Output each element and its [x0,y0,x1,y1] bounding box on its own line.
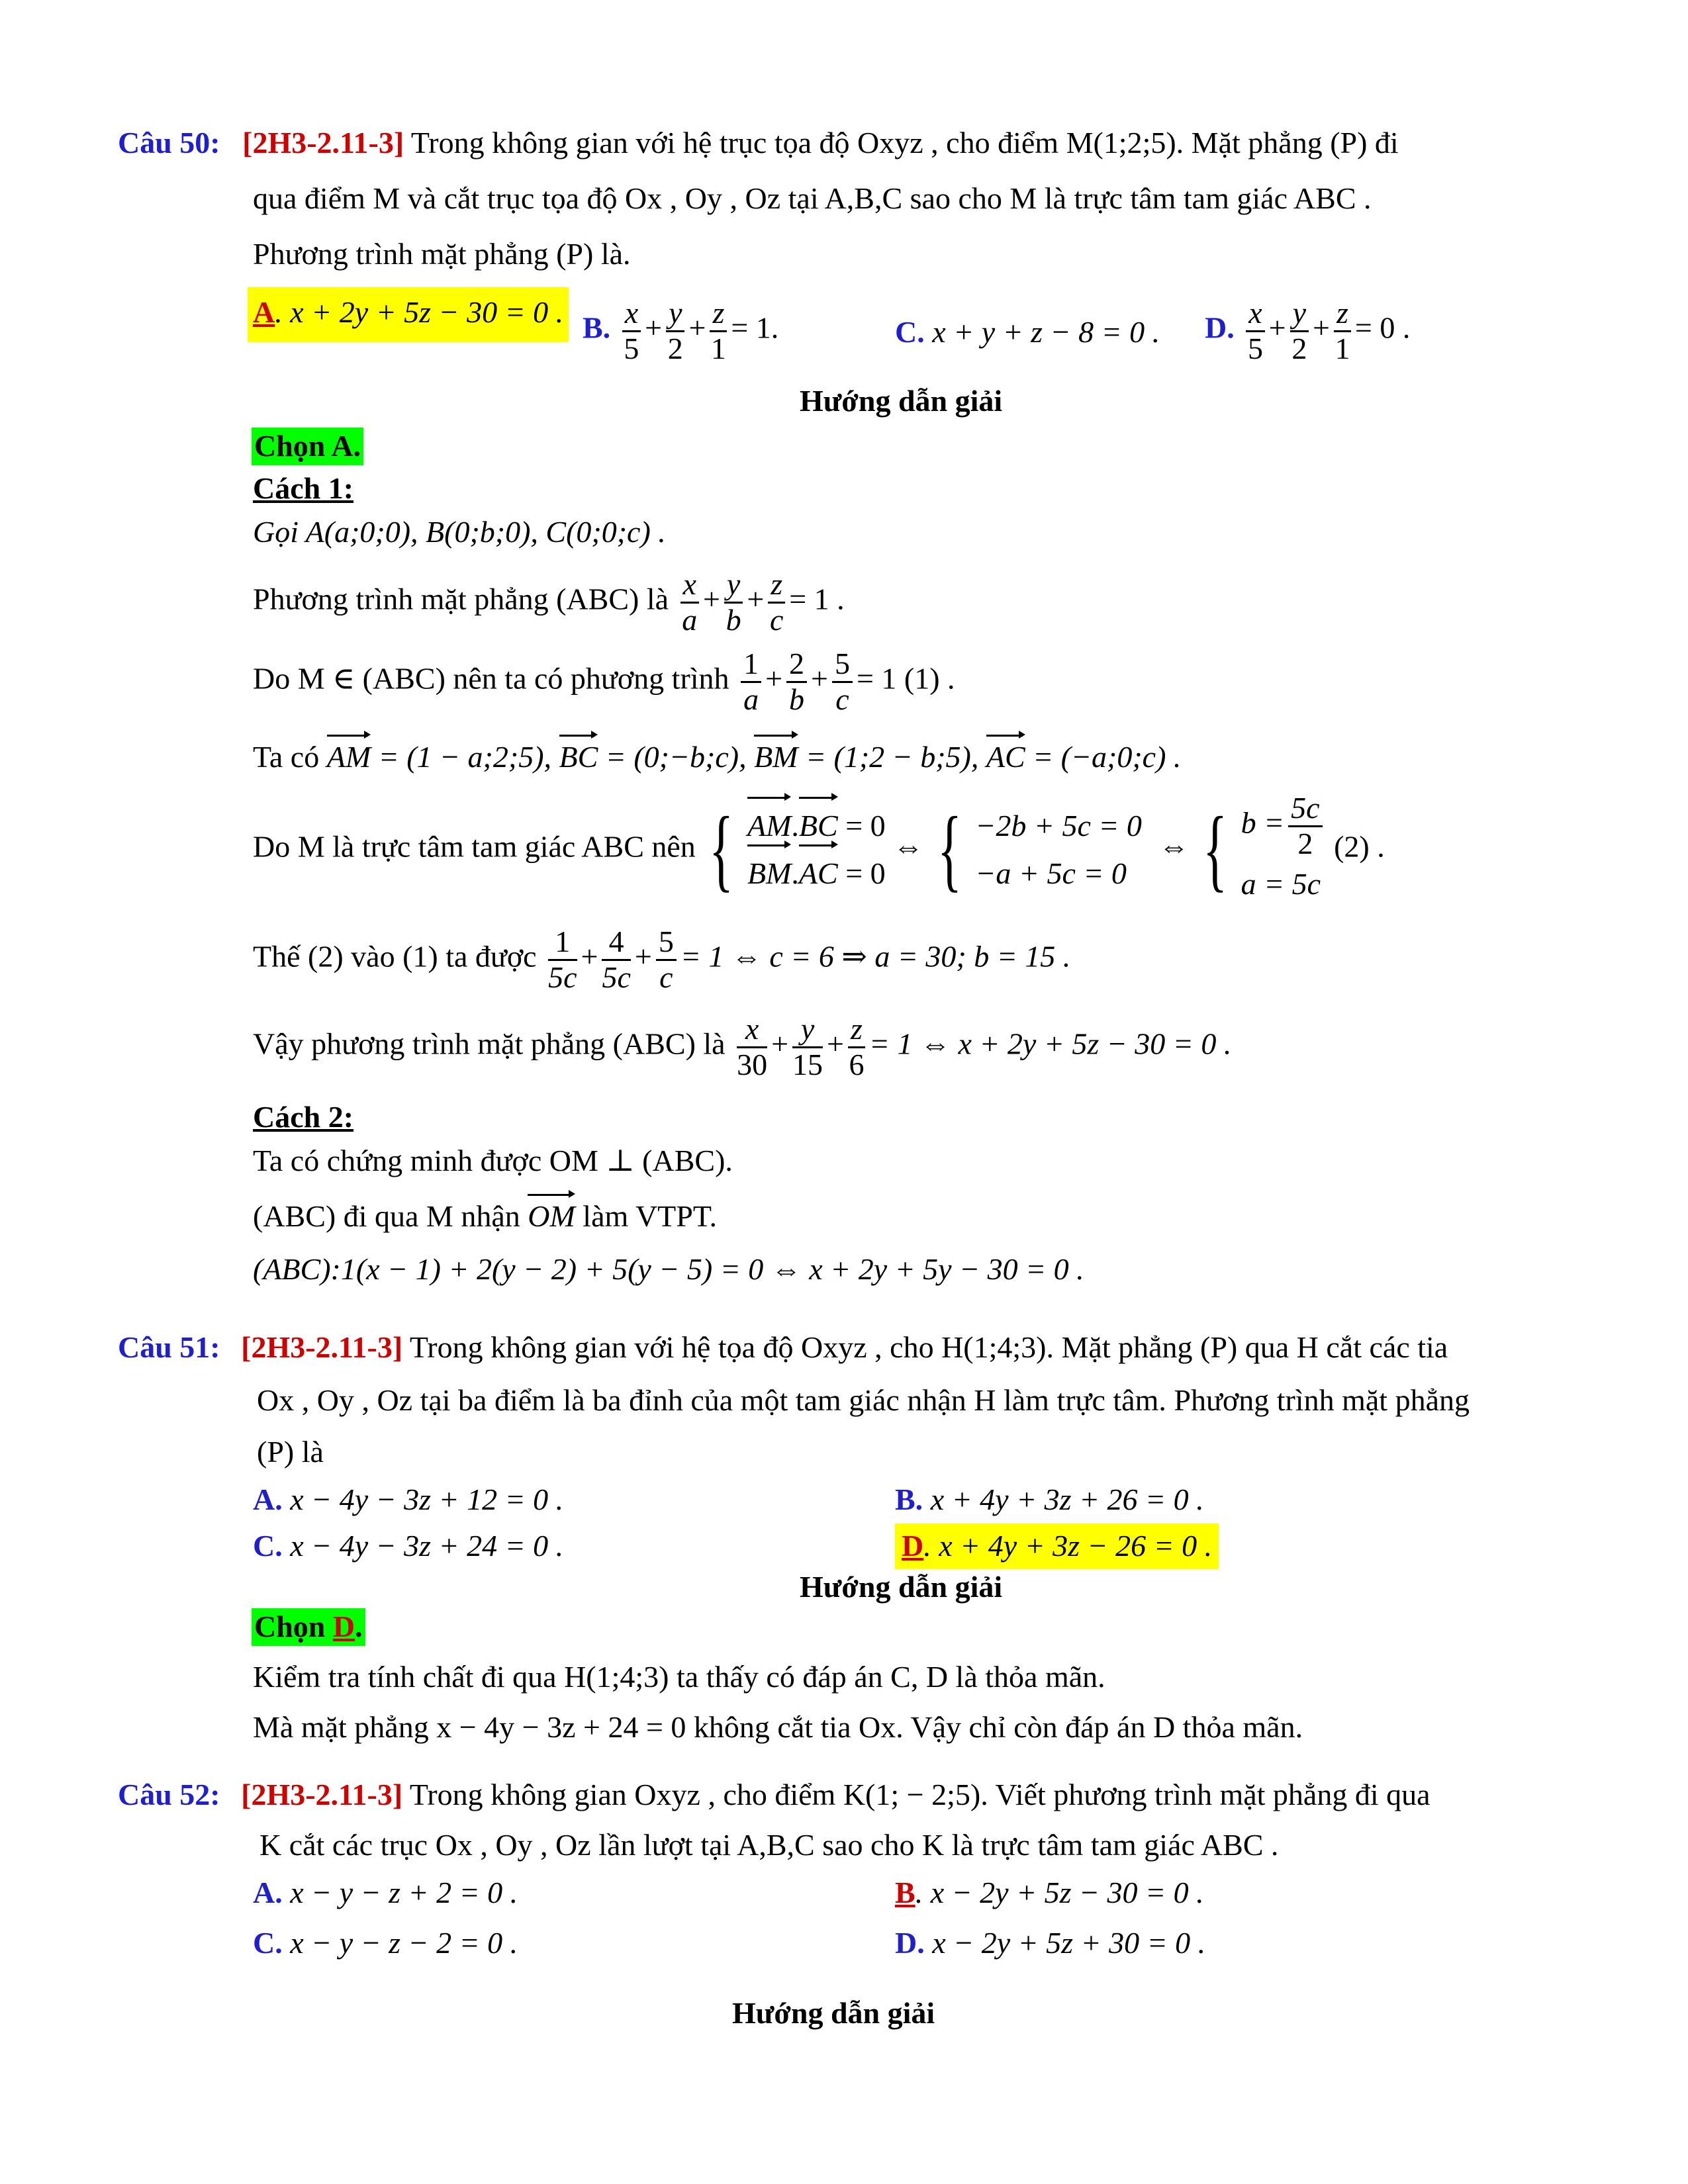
option-letter: C. [895,315,925,349]
option-text: . x + 2y + 5z − 30 = 0 . [275,295,564,329]
option-text: . x − 2y + 5z − 30 = 0 . [915,1876,1204,1909]
chosen-answer: Chọn D. [252,1608,365,1646]
fraction: $\frac{z}{1}$ [710,296,726,365]
solution-line: Vậy phương trình mặt phẳng (ABC) là $\frac{x}{30}$ + $\frac{y}{15}$ + $\frac{z}{6}$ = 1 ⇔ x + 2y + 5z − 30 = 0 . [253,1012,1232,1081]
solution-title: Hướng dẫn giải [732,1996,935,2030]
vector-bm: BM [754,740,798,774]
method-heading: Cách 1: [253,471,354,505]
question-label: Câu 50: [118,126,220,159]
q51-line1 [118,1330,1448,1365]
option-letter: D. [895,1926,925,1960]
solution-line: Gọi A(a;0;0), B(0;b;0), C(0;0;c) . [253,515,666,549]
option-text: x + 4y + 3z + 26 = 0 . [930,1482,1204,1516]
fraction: $\frac{x}{5}$ [1246,296,1264,365]
option-text: = 1. [731,310,779,345]
option-letter: D. [1205,310,1235,345]
question-text: Trong không gian với hệ trục tọa độ Oxyz , cho điểm M(1;2;5). Mặt phẳng (P) đi [410,126,1399,159]
fraction: $\frac{x}{5}$ [622,296,641,365]
option-text: x − y − z − 2 = 0 . [290,1926,518,1960]
option-text: x − 4y − 3z + 12 = 0 . [290,1482,564,1516]
option-letter: B [895,1876,915,1909]
q52-line2: K cắt các trục Ox , Oy , Oz lần lượt tại A,B,C sao cho K là trực tâm tam giác ABC . [259,1828,1279,1862]
option-letter: B. [583,310,611,345]
question-text: Trong không gian với hệ tọa độ Oxyz , cho H(1;4;3). Mặt phẳng (P) qua H cắt các tia [409,1330,1448,1364]
solution-line: Mà mặt phẳng x − 4y − 3z + 24 = 0 không cắt tia Ox. Vậy chỉ còn đáp án D thỏa mãn. [253,1710,1303,1744]
method-heading: Cách 2: [253,1100,354,1134]
question-text: Trong không gian Oxyz , cho điểm K(1; − 2;5). Viết phương trình mặt phẳng đi qua [409,1778,1430,1811]
q50-line1 [118,126,1399,161]
option-letter: A. [253,1482,283,1516]
option-text: = 0 . [1354,310,1411,345]
q50-option-b[interactable]: B. $\frac{x}{5}$ + $\frac{y}{2}$ + $\frac{z}{1}$ = 1. [583,296,779,365]
solution-system: Do M là trực tâm tam giác ABC nên { AM.BC = 0 BM.AC = 0 ⇔ { −2b + 5c = 0 −a + 5c = 0 ⇔ { b = $\frac{5c}{2}$ a = 5c (2) . [253,791,1385,901]
q50-line3: Phương trình mặt phẳng (P) là. [253,237,631,271]
fraction: $\frac{y}{2}$ [1290,296,1309,365]
fraction: $\frac{z}{1}$ [1335,296,1350,365]
option-letter: C. [253,1926,283,1960]
question-code: [2H3-2.11-3] [241,1330,403,1364]
q51-line2: Ox , Oy , Oz tại ba điểm là ba đỉnh của một tam giác nhận H làm trực tâm. Phương trình mặt phẳng [257,1383,1470,1417]
option-letter: B. [895,1482,923,1516]
vector-am: AM [326,740,371,774]
q52-option-b[interactable] [895,1876,1204,1911]
q50-option-d[interactable]: D. $\frac{x}{5}$ + $\frac{y}{2}$ + $\frac{z}{1}$ = 0 . [1205,296,1411,365]
vector-om: OM [528,1199,575,1233]
q50-option-a[interactable] [248,287,569,342]
q52-option-a[interactable] [253,1876,518,1911]
q50-line2: qua điểm M và cắt trục tọa độ Ox , Oy , Oz tại A,B,C sao cho M là trực tâm tam giác ABC . [253,181,1372,215]
vector-bc: BC [559,740,598,774]
solution-line: Do M ∈ (ABC) nên ta có phương trình $\frac{1}{a}$ + $\frac{2}{b}$ + $\frac{5}{c}$ = 1 (1) . [253,647,955,716]
option-text: . x + 4y + 3z − 26 = 0 . [923,1529,1213,1563]
solution-line: Kiểm tra tính chất đi qua H(1;4;3) ta thấy có đáp án C, D là thỏa mãn. [253,1660,1105,1694]
q52-option-d[interactable] [895,1926,1205,1961]
option-text: x − y − z + 2 = 0 . [290,1876,518,1909]
q51-option-a[interactable] [253,1482,563,1518]
solution-line: (ABC) đi qua M nhận OM làm VTPT. [253,1199,718,1233]
solution-line: Thế (2) vào (1) ta được $\frac{1}{5c}$ + $\frac{4}{5c}$ + $\frac{5}{c}$ = 1 ⇔ c = 6 ⇒ a = 30; b = 15 . [253,925,1071,994]
question-code: [2H3-2.11-3] [242,126,404,159]
option-text: x − 4y − 3z + 24 = 0 . [290,1529,564,1563]
vector-ac: AC [986,740,1025,774]
option-letter: A. [253,1876,283,1909]
question-label: Câu 51: [118,1330,220,1364]
chosen-answer: Chọn A. [252,428,363,465]
q51-option-c[interactable] [253,1529,563,1564]
q50-option-c[interactable] [895,315,1160,350]
option-letter: C. [253,1529,283,1563]
solution-line: (ABC):1(x − 1) + 2(y − 2) + 5(y − 5) = 0 ⇔ x + 2y + 5y − 30 = 0 . [253,1252,1084,1286]
question-code: [2H3-2.11-3] [241,1778,403,1811]
question-label: Câu 52: [118,1778,220,1811]
q51-line3: (P) là [257,1435,324,1469]
option-text: x − 2y + 5z + 30 = 0 . [932,1926,1206,1960]
solution-line: Ta có chứng minh được OM ⊥ (ABC). [253,1144,733,1177]
solution-title: Hướng dẫn giải [800,1570,1003,1604]
q52-option-c[interactable] [253,1926,518,1961]
solution-title: Hướng dẫn giải [800,384,1003,418]
q51-option-d[interactable] [895,1524,1219,1569]
q51-option-b[interactable] [895,1482,1204,1518]
option-letter: A [253,295,275,329]
fraction: $\frac{y}{2}$ [666,296,684,365]
option-text: x + y + z − 8 = 0 . [932,315,1160,349]
q52-line1 [118,1778,1430,1813]
solution-line: Ta có AM = (1 − a;2;5), BC = (0;−b;c), BM = (1;2 − b;5), AC = (−a;0;c) . [253,740,1182,774]
option-letter: D [902,1529,924,1563]
solution-line: Phương trình mặt phẳng (ABC) là $\frac{x}{a}$ + $\frac{y}{b}$ + $\frac{z}{c}$ = 1 . [253,567,845,637]
